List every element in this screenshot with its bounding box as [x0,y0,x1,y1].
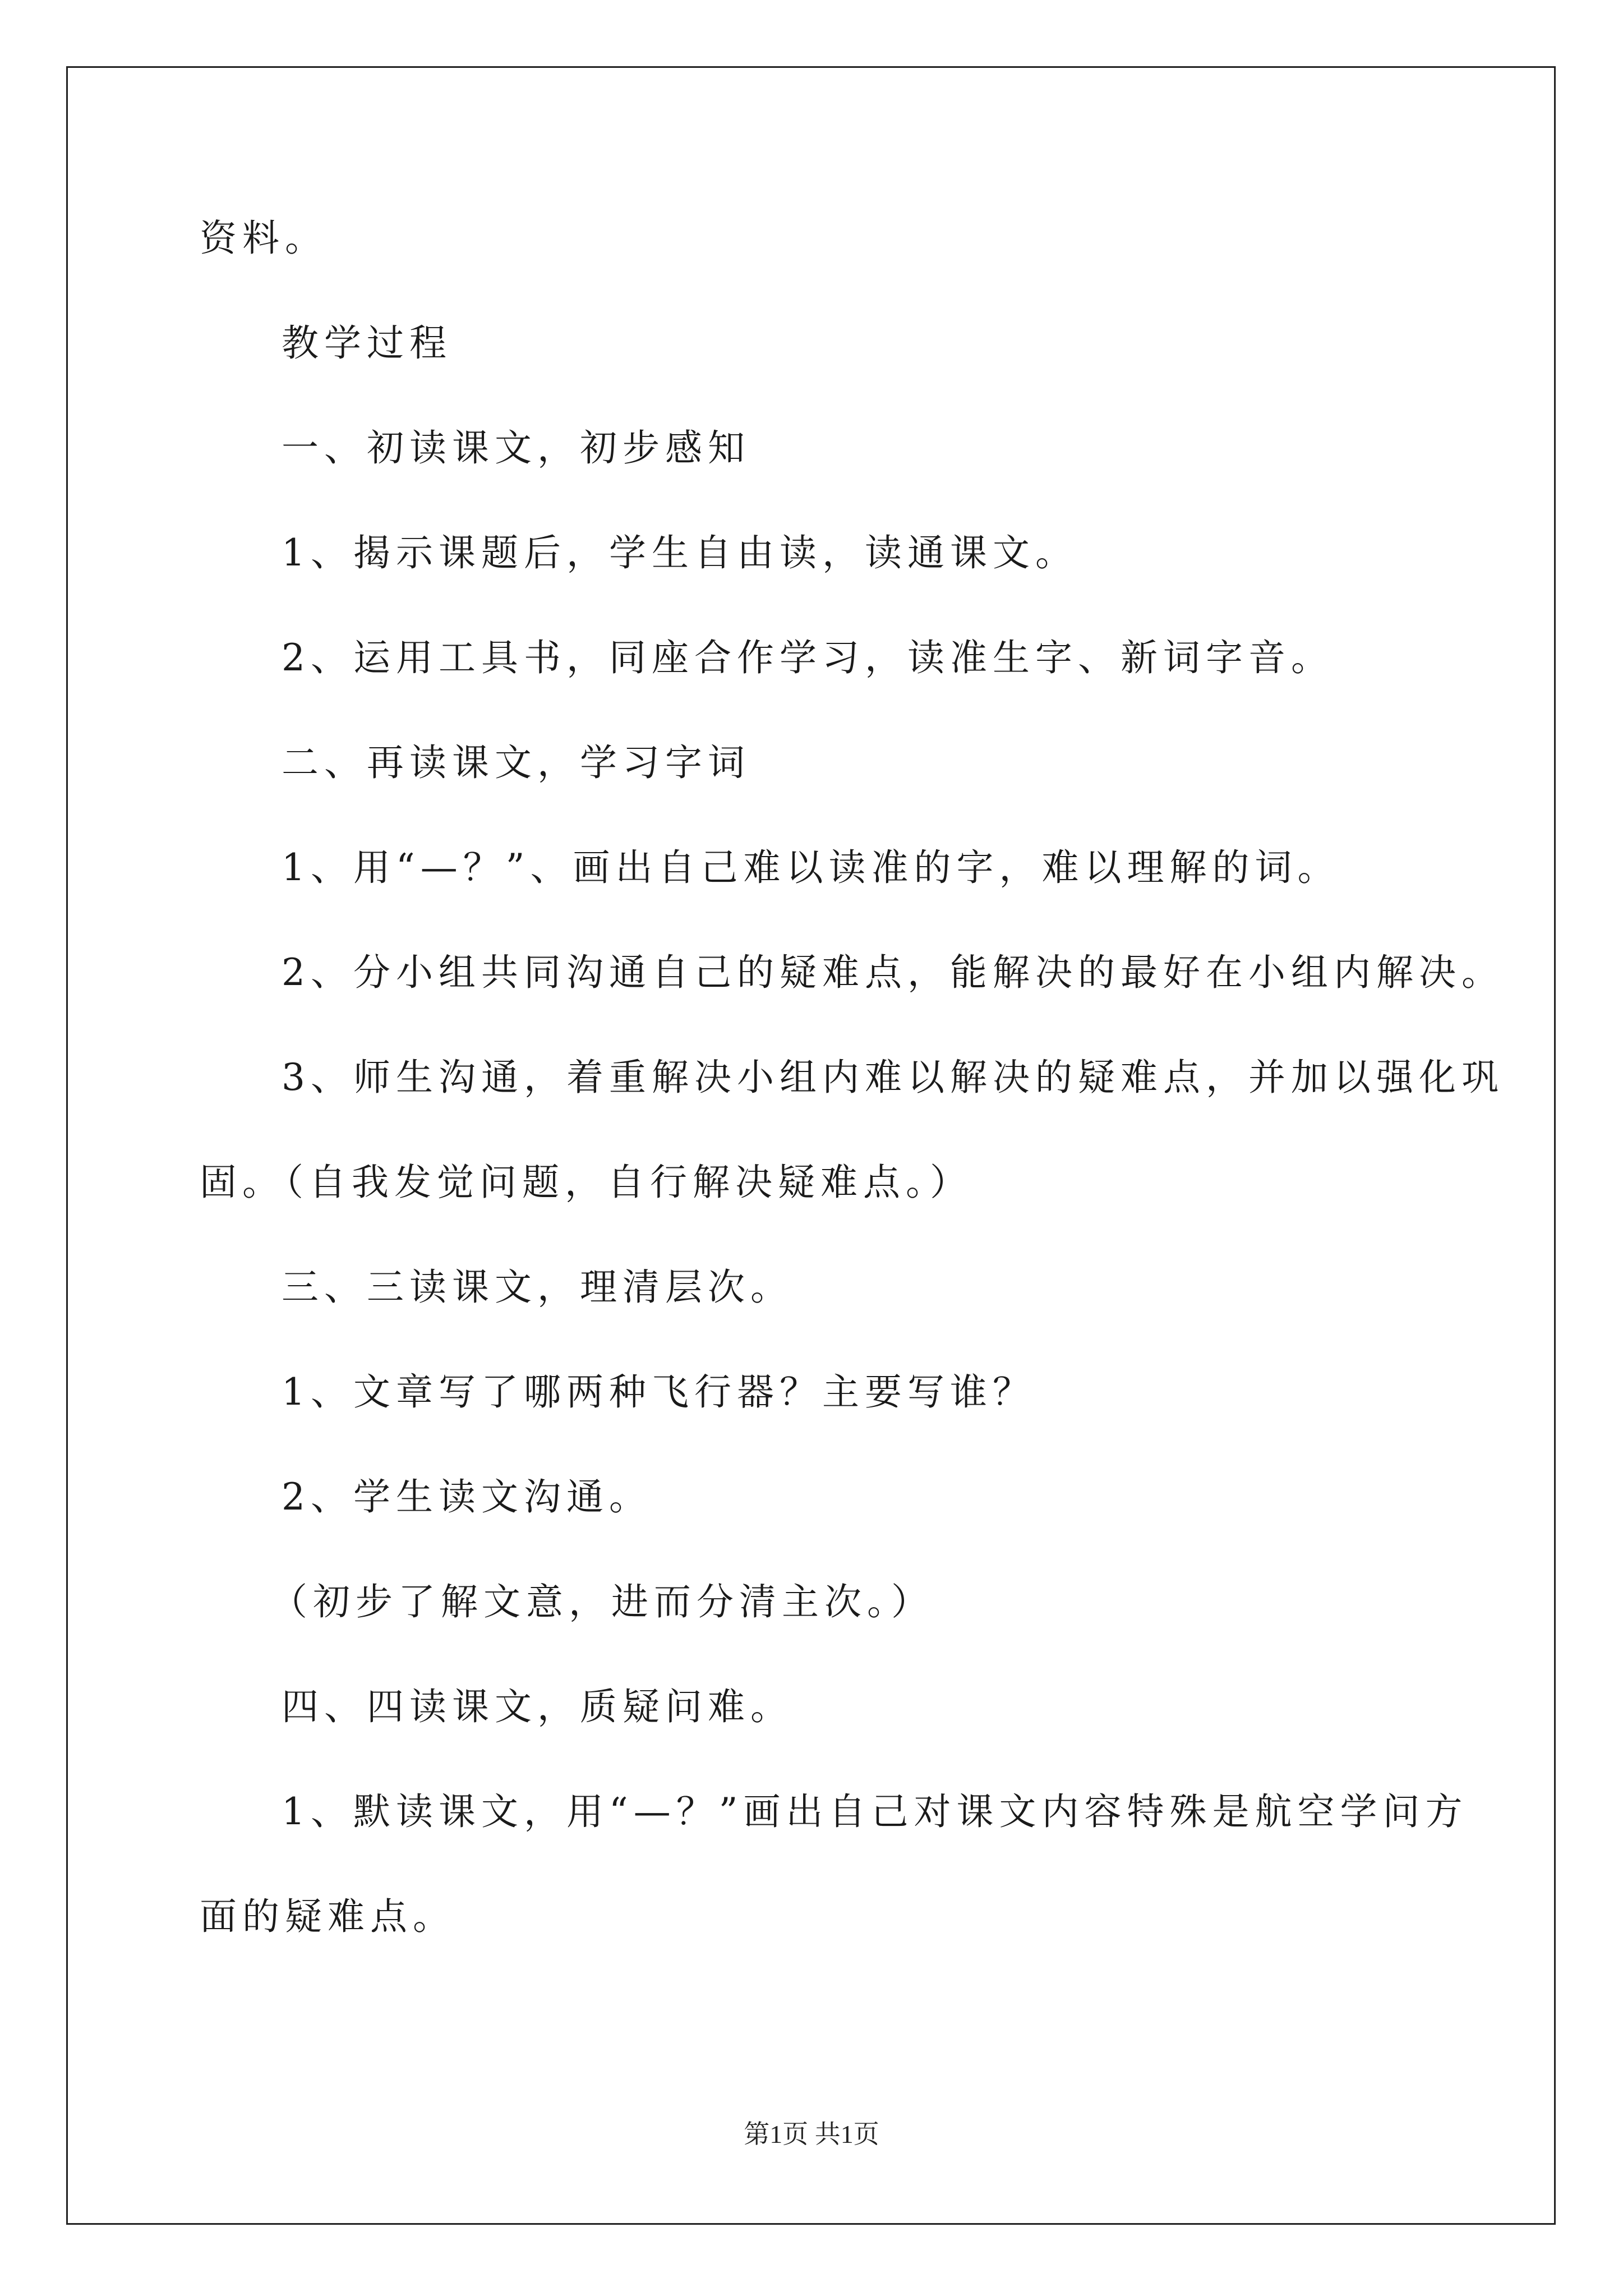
section-heading-teaching-process: 教学过程 [282,321,452,365]
section-heading-1: 一、初读课文，初步感知 [282,426,750,470]
paragraph-line: 2、运用工具书，同座合作学习，读准生字、新词字音。 [282,636,1334,679]
section-heading-4: 四、四读课文，质疑问难。 [282,1685,793,1728]
paragraph-note: （初步了解文意，进而分清主次。） [270,1580,934,1623]
paragraph-line: 1、用“—？”、画出自己难以读准的字，难以理解的词。 [282,846,1340,889]
paragraph-line: 1、揭示课题后，学生自由读，读通课文。 [282,531,1078,574]
page-footer: 第1页 共1页 [744,2120,879,2148]
paragraph-line-continuation: 固。（自我发觉问题，自行解决疑难点。） [200,1161,972,1204]
text-line-continuation: 资料。 [200,217,328,260]
paragraph-line-continuation: 面的疑难点。 [200,1895,455,1938]
section-heading-3: 三、三读课文，理清层次。 [282,1266,793,1309]
paragraph-line: 3、师生沟通，着重解决小组内难以解决的疑难点，并加以强化巩 [282,1056,1504,1099]
paragraph-line: 1、文章写了哪两种飞行器？主要写谁？ [282,1370,1035,1414]
section-heading-2: 二、再读课文，学习字词 [282,741,750,784]
paragraph-line: 1、默读课文，用“—？”画出自己对课文内容特殊是航空学问方 [282,1790,1468,1833]
paragraph-line: 2、分小组共同沟通自己的疑难点，能解决的最好在小组内解决。 [282,951,1504,994]
paragraph-line: 2、学生读文沟通。 [282,1475,652,1519]
